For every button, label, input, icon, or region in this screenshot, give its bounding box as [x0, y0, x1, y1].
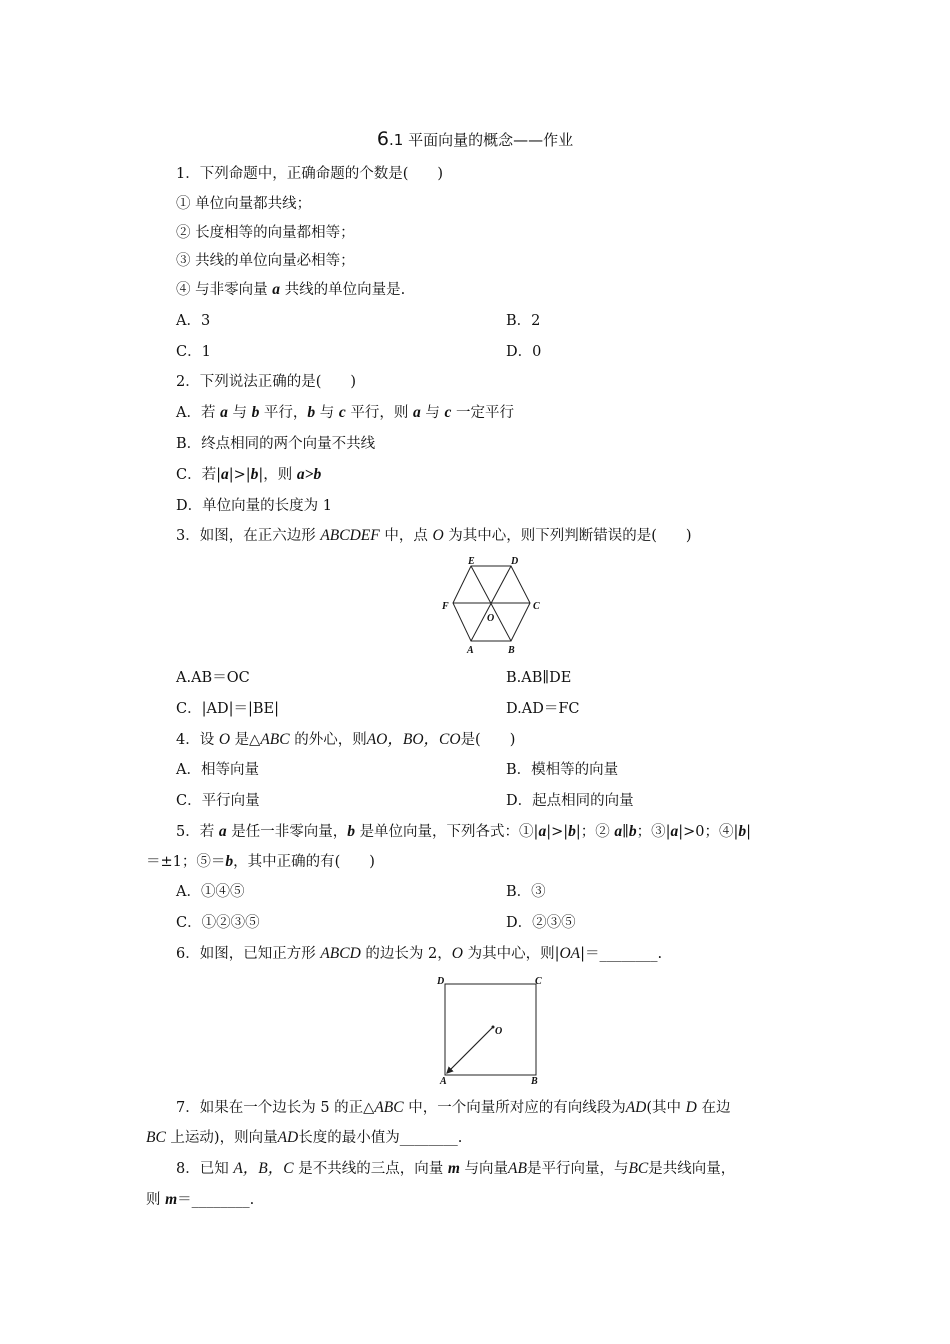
q1-option-c: C．1	[176, 344, 211, 360]
q1-statement-2: ② 长度相等的向量都相等；	[176, 225, 355, 241]
q3-option-b: B.AB∥DE	[506, 670, 572, 686]
q2-option-a: A．若 a 与 b 平行，b 与 c 平行，则 a 与 c 一定平行	[176, 404, 514, 421]
q1-statement-3: ③ 共线的单位向量必相等；	[176, 253, 355, 269]
hex-label-b: B	[508, 645, 515, 656]
q1-statement-4: ④ 与非零向量 a 共线的单位向量是.	[176, 281, 406, 298]
q5-stem-line-2: ＝±1；⑤＝b，其中正确的有( )	[146, 853, 375, 870]
q5-option-d: D．②③⑤	[506, 915, 576, 931]
page-title: 6.1 平面向量的概念——作业	[376, 128, 574, 150]
hex-label-f: F	[442, 601, 449, 612]
q8-stem-line-2: 则 m＝________.	[146, 1191, 255, 1208]
q1-option-d: D．0	[506, 344, 542, 360]
q7-stem-line-1: 7．如果在一个边长为 5 的正△ABC 中，一个向量所对应的有向线段为AD(其中 D 在边	[176, 1099, 731, 1116]
q3-option-a: A.AB＝OC	[176, 670, 250, 686]
square-label-d: D	[437, 976, 445, 987]
q6-stem: 6．如图，已知正方形 ABCD 的边长为 2，O 为其中心，则|OA|＝________.	[176, 945, 663, 962]
q4-stem: 4．设 O 是△ABC 的外心，则AO，BO，CO是( )	[176, 731, 516, 748]
q1-statement-1: ① 单位向量都共线；	[176, 196, 312, 212]
square-label-a: A	[440, 1076, 447, 1087]
hex-label-o: O	[487, 613, 495, 624]
q4-option-b: B．模相等的向量	[506, 762, 619, 778]
hex-label-e: E	[468, 556, 475, 567]
q4-option-c: C．平行向量	[176, 793, 260, 809]
q4-option-a: A．相等向量	[176, 762, 259, 778]
q1-stem: 1．下列命题中，正确命题的个数是( )	[176, 166, 444, 182]
q2-stem: 2．下列说法正确的是( )	[176, 374, 357, 390]
hex-label-c: C	[533, 601, 540, 612]
hex-label-a: A	[467, 645, 474, 656]
q5-stem-line-1: 5．若 a 是任一非零向量，b 是单位向量，下列各式：①|a|>|b|；② a∥b；③|a|>0；④|b|	[176, 823, 752, 840]
q4-option-d: D．起点相同的向量	[506, 793, 634, 809]
q2-option-d: D．单位向量的长度为 1	[176, 498, 332, 514]
square-label-b: B	[531, 1076, 538, 1087]
square-figure	[434, 972, 548, 1088]
square-label-c: C	[535, 976, 542, 987]
q3-stem: 3．如图，在正六边形 ABCDEF 中，点 O 为其中心，则下列判断错误的是( )	[176, 527, 692, 544]
q1-option-b: B．2	[506, 313, 541, 329]
q2-option-b: B．终点相同的两个向量不共线	[176, 436, 376, 452]
q1-option-a: A．3	[176, 313, 211, 329]
q3-option-d: D.AD＝FC	[506, 701, 580, 717]
hex-label-d: D	[511, 556, 519, 567]
hexagon-figure	[438, 554, 546, 656]
q3-option-c: C．|AD|＝|BE|	[176, 701, 279, 717]
q2-option-c: C．若|a|>|b|，则 a>b	[176, 466, 322, 483]
q7-stem-line-2: BC 上运动)，则向量AD长度的最小值为________.	[146, 1129, 463, 1146]
q5-option-b: B．③	[506, 884, 546, 900]
q8-stem-line-1: 8．已知 A，B，C 是不共线的三点，向量 m 与向量AB是平行向量，与BC是共线向量，	[176, 1160, 736, 1177]
q5-option-a: A．①④⑤	[176, 884, 245, 900]
q5-option-c: C．①②③⑤	[176, 915, 260, 931]
square-label-o: O	[495, 1026, 503, 1037]
